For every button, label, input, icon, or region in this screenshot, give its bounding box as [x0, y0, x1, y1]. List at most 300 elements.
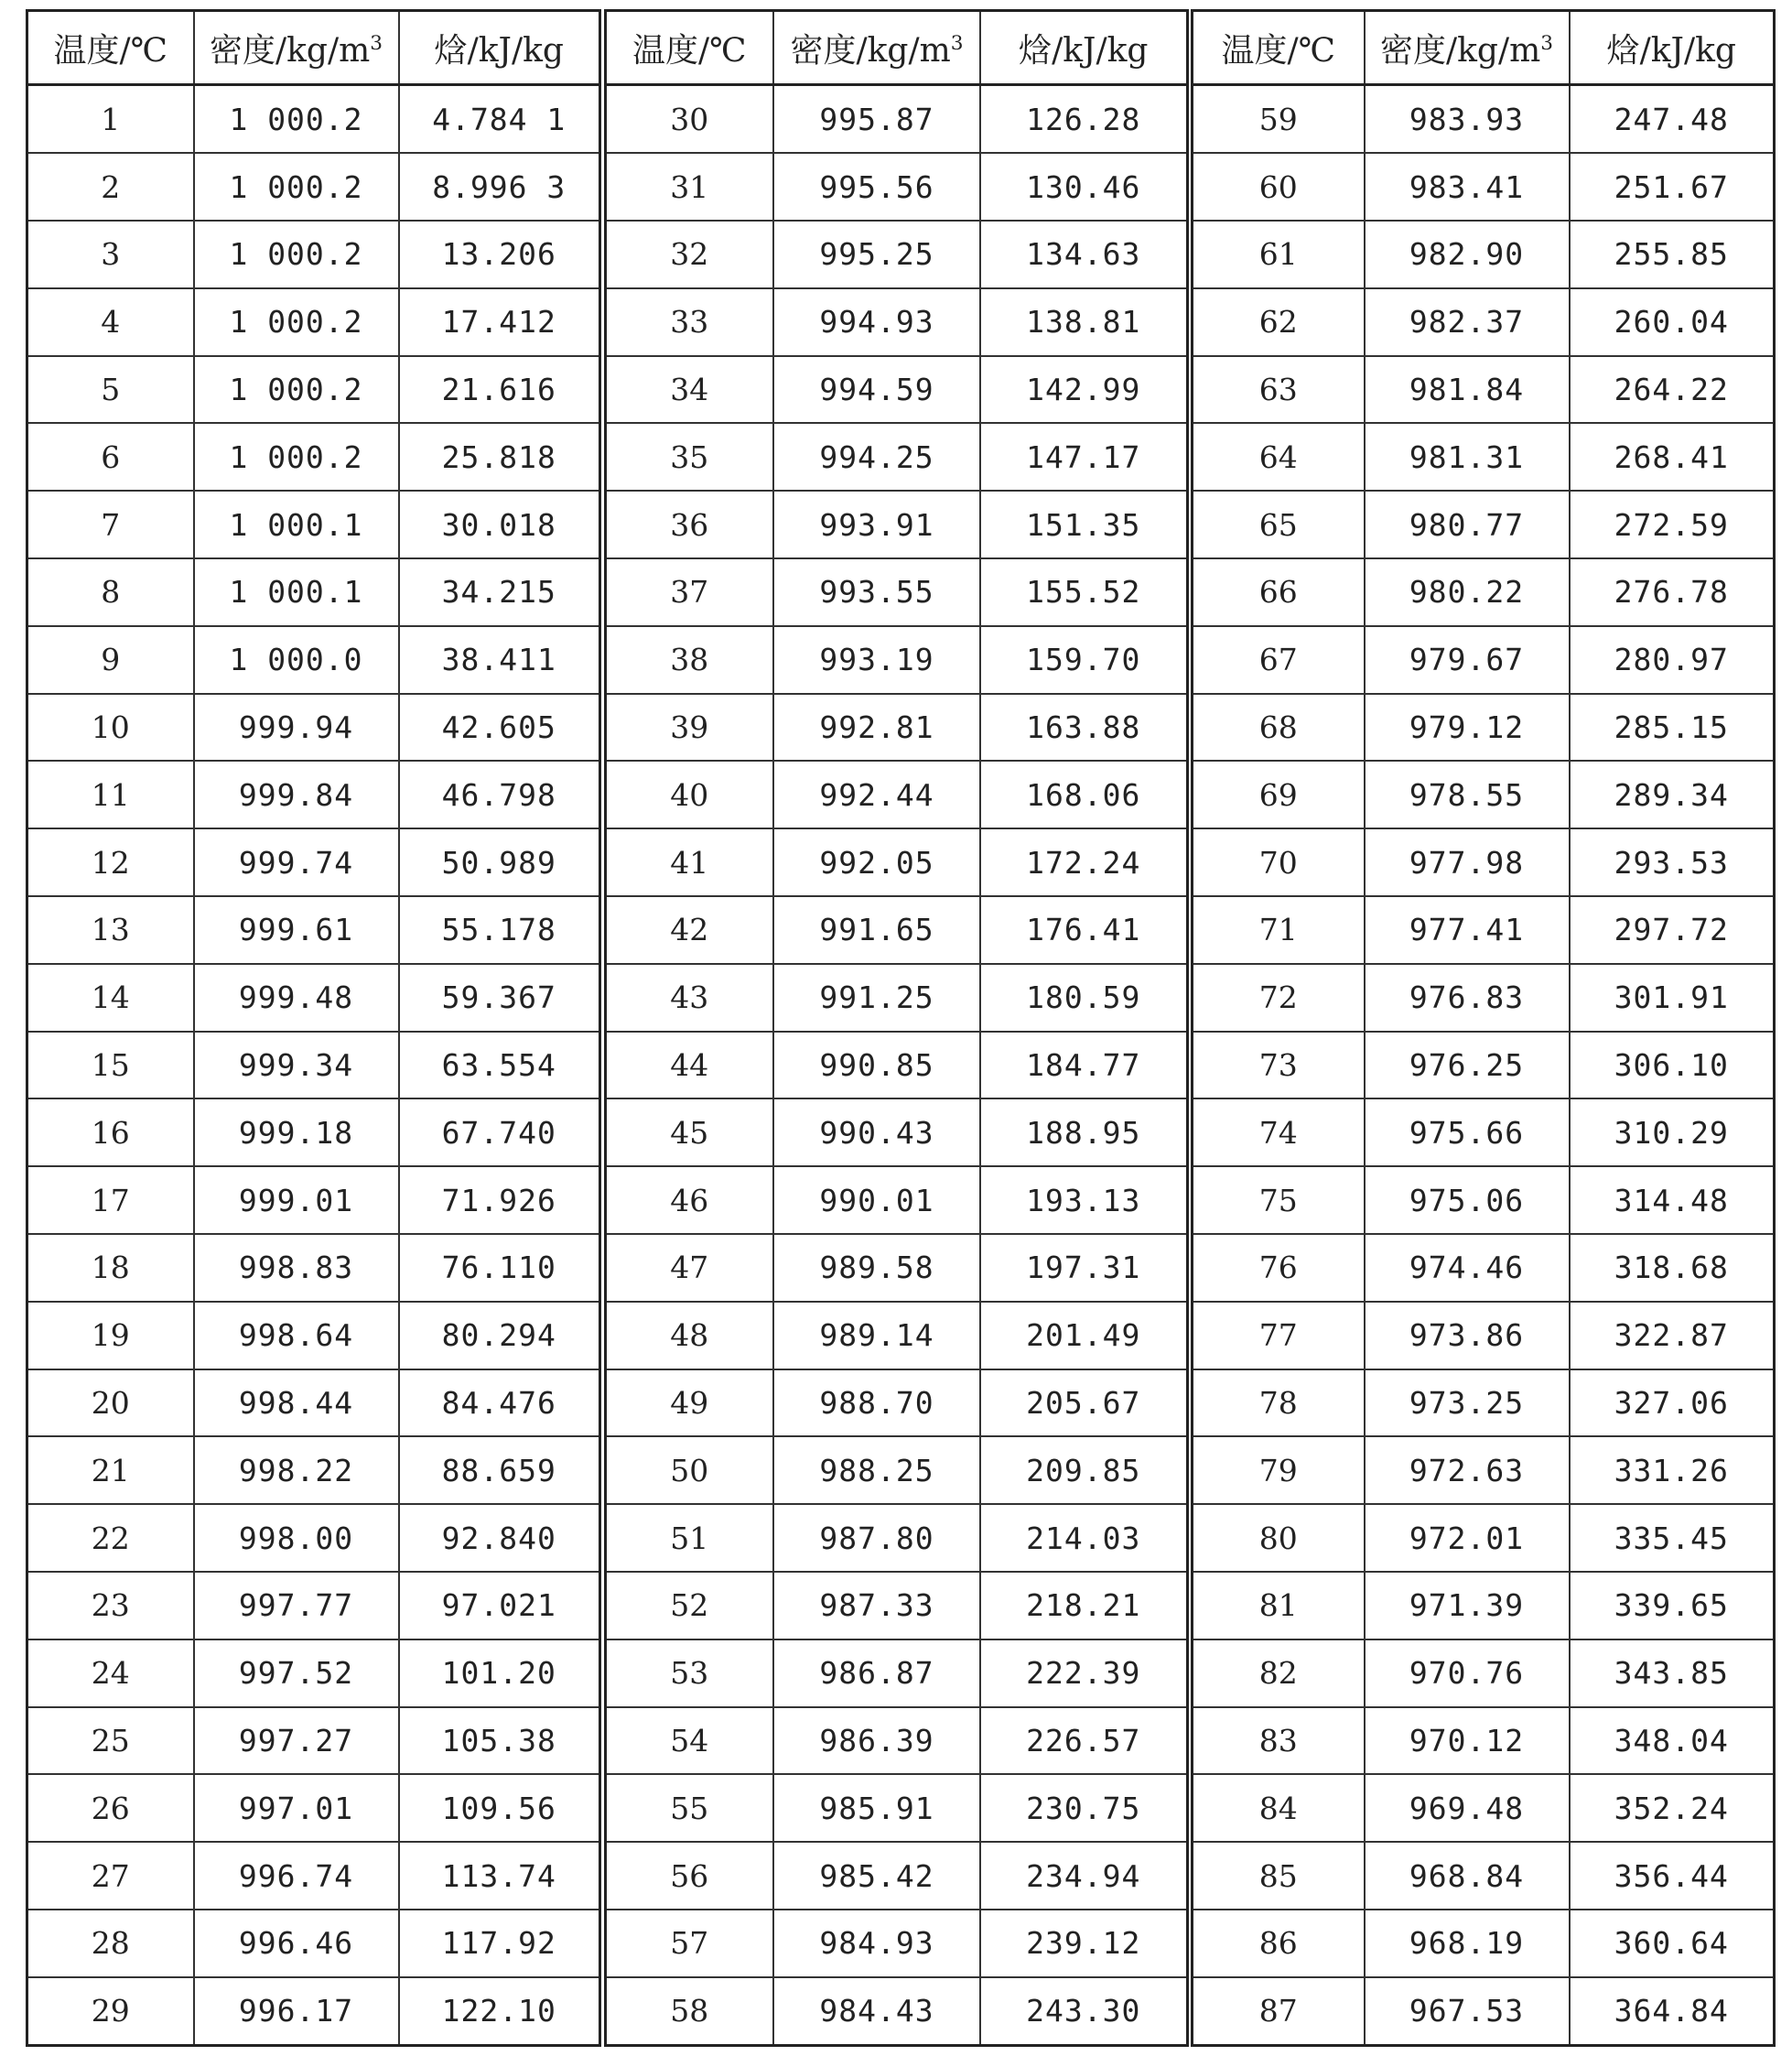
enthalpy-cell: 21.616 — [399, 356, 600, 424]
temperature-cell: 23 — [27, 1572, 194, 1639]
table-row — [605, 1302, 1187, 1369]
temperature-cell: 67 — [1193, 626, 1365, 694]
temperature-cell: 9 — [27, 626, 194, 694]
density-cell: 995.25 — [773, 221, 980, 288]
density-cell: 1 000.1 — [194, 491, 399, 558]
enthalpy-cell: 101.20 — [399, 1639, 600, 1707]
density-cell: 985.42 — [773, 1842, 980, 1910]
density-cell: 980.77 — [1365, 491, 1570, 558]
temperature-cell: 54 — [605, 1707, 773, 1775]
density-cell: 998.83 — [194, 1234, 399, 1302]
table-row — [605, 423, 1187, 491]
density-cell: 995.87 — [773, 85, 980, 154]
enthalpy-cell: 348.04 — [1570, 1707, 1775, 1775]
enthalpy-cell: 222.39 — [980, 1639, 1187, 1707]
temperature-cell: 17 — [27, 1166, 194, 1234]
density-cell: 979.12 — [1365, 694, 1570, 762]
table-row — [605, 1910, 1187, 1977]
table-row — [27, 1910, 600, 1977]
density-cell: 999.74 — [194, 828, 399, 896]
enthalpy-cell: 234.94 — [980, 1842, 1187, 1910]
temperature-cell: 1 — [27, 85, 194, 154]
density-cell: 992.44 — [773, 761, 980, 828]
table-row — [605, 491, 1187, 558]
temperature-cell: 7 — [27, 491, 194, 558]
temperature-cell: 34 — [605, 356, 773, 424]
table-row — [27, 1639, 600, 1707]
density-cell: 990.43 — [773, 1098, 980, 1166]
temperature-cell: 56 — [605, 1842, 773, 1910]
density-cell: 976.25 — [1365, 1032, 1570, 1099]
density-cell: 976.83 — [1365, 964, 1570, 1032]
temperature-cell: 75 — [1193, 1166, 1365, 1234]
enthalpy-cell: 38.411 — [399, 626, 600, 694]
density-cell: 1 000.2 — [194, 423, 399, 491]
temperature-cell: 66 — [1193, 558, 1365, 626]
temperature-cell: 68 — [1193, 694, 1365, 762]
enthalpy-cell: 184.77 — [980, 1032, 1187, 1099]
table-block-1 — [26, 9, 601, 2047]
temperature-cell: 63 — [1193, 356, 1365, 424]
header-density — [773, 11, 980, 85]
table-row — [27, 1436, 600, 1504]
enthalpy-cell: 42.605 — [399, 694, 600, 762]
table-row — [1193, 1572, 1775, 1639]
density-cell: 977.41 — [1365, 896, 1570, 964]
table-row — [1193, 85, 1775, 154]
temperature-cell: 5 — [27, 356, 194, 424]
temperature-cell: 70 — [1193, 828, 1365, 896]
density-cell: 997.77 — [194, 1572, 399, 1639]
temperature-cell: 73 — [1193, 1032, 1365, 1099]
temperature-cell: 59 — [1193, 85, 1365, 154]
density-cell: 968.84 — [1365, 1842, 1570, 1910]
temperature-cell: 69 — [1193, 761, 1365, 828]
temperature-cell: 33 — [605, 288, 773, 356]
temperature-cell: 49 — [605, 1369, 773, 1437]
density-cell: 991.25 — [773, 964, 980, 1032]
temperature-cell: 78 — [1193, 1369, 1365, 1437]
density-cell: 967.53 — [1365, 1977, 1570, 2046]
temperature-cell: 53 — [605, 1639, 773, 1707]
temperature-cell: 77 — [1193, 1302, 1365, 1369]
temperature-cell: 81 — [1193, 1572, 1365, 1639]
table-row — [27, 1504, 600, 1572]
table-row — [1193, 558, 1775, 626]
enthalpy-cell: 159.70 — [980, 626, 1187, 694]
enthalpy-cell: 180.59 — [980, 964, 1187, 1032]
density-cell: 977.98 — [1365, 828, 1570, 896]
temperature-cell: 71 — [1193, 896, 1365, 964]
enthalpy-cell: 25.818 — [399, 423, 600, 491]
temperature-cell: 47 — [605, 1234, 773, 1302]
table-row — [1193, 1032, 1775, 1099]
temperature-cell: 50 — [605, 1436, 773, 1504]
table-row — [27, 1842, 600, 1910]
water-properties-table — [26, 9, 1776, 2047]
temperature-cell: 45 — [605, 1098, 773, 1166]
table-row — [605, 1842, 1187, 1910]
header-density-label: 密度/kg/m — [209, 31, 371, 70]
table-row — [605, 1234, 1187, 1302]
density-cell: 986.87 — [773, 1639, 980, 1707]
table-row — [27, 153, 600, 221]
temperature-cell: 80 — [1193, 1504, 1365, 1572]
enthalpy-cell: 293.53 — [1570, 828, 1775, 896]
temperature-cell: 38 — [605, 626, 773, 694]
table-row — [1193, 153, 1775, 221]
temperature-cell: 8 — [27, 558, 194, 626]
header-density-exponent: 3 — [370, 31, 383, 55]
enthalpy-cell: 264.22 — [1570, 356, 1775, 424]
table-row — [27, 356, 600, 424]
density-cell: 972.63 — [1365, 1436, 1570, 1504]
table-row — [1193, 1910, 1775, 1977]
temperature-cell: 13 — [27, 896, 194, 964]
enthalpy-cell: 34.215 — [399, 558, 600, 626]
temperature-cell: 2 — [27, 153, 194, 221]
table-row — [1193, 1166, 1775, 1234]
temperature-cell: 35 — [605, 423, 773, 491]
table-row — [1193, 1436, 1775, 1504]
density-cell: 993.19 — [773, 626, 980, 694]
table-row — [605, 1436, 1187, 1504]
enthalpy-cell: 243.30 — [980, 1977, 1187, 2046]
temperature-cell: 14 — [27, 964, 194, 1032]
table-row — [605, 356, 1187, 424]
temperature-cell: 24 — [27, 1639, 194, 1707]
density-cell: 991.65 — [773, 896, 980, 964]
density-cell: 986.39 — [773, 1707, 980, 1775]
density-cell: 1 000.2 — [194, 356, 399, 424]
enthalpy-cell: 113.74 — [399, 1842, 600, 1910]
enthalpy-cell: 339.65 — [1570, 1572, 1775, 1639]
density-cell: 997.01 — [194, 1774, 399, 1842]
temperature-cell: 32 — [605, 221, 773, 288]
table-row — [605, 828, 1187, 896]
density-cell: 996.46 — [194, 1910, 399, 1977]
table-row — [27, 1234, 600, 1302]
header-enthalpy: 焓/kJ/kg — [1570, 11, 1775, 85]
enthalpy-cell: 105.38 — [399, 1707, 600, 1775]
header-density-label: 密度/kg/m — [790, 31, 951, 70]
enthalpy-cell: 289.34 — [1570, 761, 1775, 828]
table-row — [605, 288, 1187, 356]
density-cell: 971.39 — [1365, 1572, 1570, 1639]
density-cell: 992.05 — [773, 828, 980, 896]
density-cell: 1 000.1 — [194, 558, 399, 626]
density-cell: 998.44 — [194, 1369, 399, 1437]
table-row — [1193, 221, 1775, 288]
enthalpy-cell: 272.59 — [1570, 491, 1775, 558]
table-row — [27, 1302, 600, 1369]
temperature-cell: 6 — [27, 423, 194, 491]
table-row — [27, 828, 600, 896]
enthalpy-cell: 8.996 3 — [399, 153, 600, 221]
table-row — [1193, 288, 1775, 356]
header-density-label: 密度/kg/m — [1379, 31, 1541, 70]
table-row — [1193, 491, 1775, 558]
table-row — [27, 1369, 600, 1437]
enthalpy-cell: 63.554 — [399, 1032, 600, 1099]
temperature-cell: 22 — [27, 1504, 194, 1572]
density-cell: 993.91 — [773, 491, 980, 558]
enthalpy-cell: 13.206 — [399, 221, 600, 288]
enthalpy-cell: 147.17 — [980, 423, 1187, 491]
table-row — [27, 1098, 600, 1166]
table-row — [1193, 828, 1775, 896]
enthalpy-cell: 172.24 — [980, 828, 1187, 896]
enthalpy-cell: 176.41 — [980, 896, 1187, 964]
temperature-cell: 11 — [27, 761, 194, 828]
temperature-cell: 39 — [605, 694, 773, 762]
enthalpy-cell: 214.03 — [980, 1504, 1187, 1572]
enthalpy-cell: 335.45 — [1570, 1504, 1775, 1572]
temperature-cell: 36 — [605, 491, 773, 558]
enthalpy-cell: 197.31 — [980, 1234, 1187, 1302]
enthalpy-cell: 364.84 — [1570, 1977, 1775, 2046]
density-cell: 973.25 — [1365, 1369, 1570, 1437]
table-row — [27, 85, 600, 154]
temperature-cell: 29 — [27, 1977, 194, 2046]
temperature-cell: 65 — [1193, 491, 1365, 558]
table-row — [1193, 626, 1775, 694]
header-enthalpy: 焓/kJ/kg — [399, 11, 600, 85]
density-cell: 985.91 — [773, 1774, 980, 1842]
density-cell: 1 000.0 — [194, 626, 399, 694]
enthalpy-cell: 343.85 — [1570, 1639, 1775, 1707]
enthalpy-cell: 109.56 — [399, 1774, 600, 1842]
temperature-cell: 57 — [605, 1910, 773, 1977]
table-row — [605, 558, 1187, 626]
enthalpy-cell: 76.110 — [399, 1234, 600, 1302]
temperature-cell: 12 — [27, 828, 194, 896]
enthalpy-cell: 4.784 1 — [399, 85, 600, 154]
enthalpy-cell: 88.659 — [399, 1436, 600, 1504]
enthalpy-cell: 209.85 — [980, 1436, 1187, 1504]
enthalpy-cell: 193.13 — [980, 1166, 1187, 1234]
temperature-cell: 83 — [1193, 1707, 1365, 1775]
density-cell: 982.90 — [1365, 221, 1570, 288]
density-cell: 997.52 — [194, 1639, 399, 1707]
table-row — [605, 1032, 1187, 1099]
enthalpy-cell: 306.10 — [1570, 1032, 1775, 1099]
table-row — [1193, 1977, 1775, 2046]
table-row — [1193, 694, 1775, 762]
enthalpy-cell: 138.81 — [980, 288, 1187, 356]
enthalpy-cell: 260.04 — [1570, 288, 1775, 356]
temperature-cell: 3 — [27, 221, 194, 288]
table-row — [605, 1166, 1187, 1234]
enthalpy-cell: 30.018 — [399, 491, 600, 558]
temperature-cell: 15 — [27, 1032, 194, 1099]
density-cell: 1 000.2 — [194, 153, 399, 221]
temperature-cell: 74 — [1193, 1098, 1365, 1166]
enthalpy-cell: 142.99 — [980, 356, 1187, 424]
density-cell: 984.93 — [773, 1910, 980, 1977]
temperature-cell: 48 — [605, 1302, 773, 1369]
temperature-cell: 62 — [1193, 288, 1365, 356]
enthalpy-cell: 59.367 — [399, 964, 600, 1032]
density-cell: 994.93 — [773, 288, 980, 356]
temperature-cell: 27 — [27, 1842, 194, 1910]
table-row — [1193, 1707, 1775, 1775]
density-cell: 1 000.2 — [194, 85, 399, 154]
table-row — [27, 288, 600, 356]
enthalpy-cell: 55.178 — [399, 896, 600, 964]
header-temperature: 温度/℃ — [605, 11, 773, 85]
table-row — [605, 85, 1187, 154]
enthalpy-cell: 356.44 — [1570, 1842, 1775, 1910]
temperature-cell: 30 — [605, 85, 773, 154]
enthalpy-cell: 230.75 — [980, 1774, 1187, 1842]
density-cell: 973.86 — [1365, 1302, 1570, 1369]
table-row — [1193, 1234, 1775, 1302]
density-cell: 999.84 — [194, 761, 399, 828]
enthalpy-cell: 327.06 — [1570, 1369, 1775, 1437]
density-cell: 999.34 — [194, 1032, 399, 1099]
enthalpy-cell: 117.92 — [399, 1910, 600, 1977]
temperature-cell: 43 — [605, 964, 773, 1032]
density-cell: 980.22 — [1365, 558, 1570, 626]
temperature-cell: 46 — [605, 1166, 773, 1234]
density-cell: 987.80 — [773, 1504, 980, 1572]
header-temperature: 温度/℃ — [1193, 11, 1365, 85]
table-row — [27, 694, 600, 762]
temperature-cell: 76 — [1193, 1234, 1365, 1302]
header-row — [27, 11, 600, 85]
enthalpy-cell: 285.15 — [1570, 694, 1775, 762]
density-cell: 972.01 — [1365, 1504, 1570, 1572]
density-cell: 994.25 — [773, 423, 980, 491]
table-row — [27, 1707, 600, 1775]
temperature-cell: 31 — [605, 153, 773, 221]
density-cell: 996.74 — [194, 1842, 399, 1910]
temperature-cell: 60 — [1193, 153, 1365, 221]
table-row — [1193, 1302, 1775, 1369]
temperature-cell: 64 — [1193, 423, 1365, 491]
temperature-cell: 87 — [1193, 1977, 1365, 2046]
density-cell: 996.17 — [194, 1977, 399, 2046]
enthalpy-cell: 151.35 — [980, 491, 1187, 558]
enthalpy-cell: 314.48 — [1570, 1166, 1775, 1234]
table-row — [1193, 964, 1775, 1032]
enthalpy-cell: 84.476 — [399, 1369, 600, 1437]
table-row — [27, 558, 600, 626]
temperature-cell: 51 — [605, 1504, 773, 1572]
enthalpy-cell: 130.46 — [980, 153, 1187, 221]
density-cell: 990.01 — [773, 1166, 980, 1234]
table-row — [605, 1369, 1187, 1437]
enthalpy-cell: 255.85 — [1570, 221, 1775, 288]
header-density — [194, 11, 399, 85]
density-cell: 988.25 — [773, 1436, 980, 1504]
table-row — [1193, 1504, 1775, 1572]
table-row — [1193, 1098, 1775, 1166]
header-enthalpy: 焓/kJ/kg — [980, 11, 1187, 85]
table-row — [605, 896, 1187, 964]
enthalpy-cell: 352.24 — [1570, 1774, 1775, 1842]
table-row — [27, 221, 600, 288]
table-row — [605, 761, 1187, 828]
temperature-cell: 21 — [27, 1436, 194, 1504]
density-cell: 968.19 — [1365, 1910, 1570, 1977]
table-row — [605, 694, 1187, 762]
enthalpy-cell: 239.12 — [980, 1910, 1187, 1977]
temperature-cell: 26 — [27, 1774, 194, 1842]
table-block-3 — [1191, 9, 1776, 2047]
density-cell: 974.46 — [1365, 1234, 1570, 1302]
table-row — [27, 896, 600, 964]
enthalpy-cell: 80.294 — [399, 1302, 600, 1369]
table-row — [605, 626, 1187, 694]
table-row — [605, 153, 1187, 221]
density-cell: 999.61 — [194, 896, 399, 964]
temperature-cell: 44 — [605, 1032, 773, 1099]
enthalpy-cell: 71.926 — [399, 1166, 600, 1234]
temperature-cell: 19 — [27, 1302, 194, 1369]
density-cell: 992.81 — [773, 694, 980, 762]
density-cell: 999.94 — [194, 694, 399, 762]
density-cell: 987.33 — [773, 1572, 980, 1639]
enthalpy-cell: 247.48 — [1570, 85, 1775, 154]
enthalpy-cell: 163.88 — [980, 694, 1187, 762]
temperature-cell: 4 — [27, 288, 194, 356]
density-cell: 999.01 — [194, 1166, 399, 1234]
density-cell: 997.27 — [194, 1707, 399, 1775]
density-cell: 970.12 — [1365, 1707, 1570, 1775]
table-row — [27, 1774, 600, 1842]
temperature-cell: 40 — [605, 761, 773, 828]
table-row — [605, 1572, 1187, 1639]
enthalpy-cell: 310.29 — [1570, 1098, 1775, 1166]
density-cell: 998.22 — [194, 1436, 399, 1504]
enthalpy-cell: 92.840 — [399, 1504, 600, 1572]
enthalpy-cell: 268.41 — [1570, 423, 1775, 491]
temperature-cell: 10 — [27, 694, 194, 762]
temperature-cell: 25 — [27, 1707, 194, 1775]
density-cell: 983.93 — [1365, 85, 1570, 154]
enthalpy-cell: 205.67 — [980, 1369, 1187, 1437]
temperature-cell: 82 — [1193, 1639, 1365, 1707]
table-row — [27, 761, 600, 828]
enthalpy-cell: 301.91 — [1570, 964, 1775, 1032]
density-cell: 990.85 — [773, 1032, 980, 1099]
density-cell: 981.31 — [1365, 423, 1570, 491]
table-row — [27, 423, 600, 491]
temperature-cell: 72 — [1193, 964, 1365, 1032]
enthalpy-cell: 322.87 — [1570, 1302, 1775, 1369]
temperature-cell: 55 — [605, 1774, 773, 1842]
enthalpy-cell: 331.26 — [1570, 1436, 1775, 1504]
enthalpy-cell: 168.06 — [980, 761, 1187, 828]
enthalpy-cell: 17.412 — [399, 288, 600, 356]
temperature-cell: 84 — [1193, 1774, 1365, 1842]
temperature-cell: 58 — [605, 1977, 773, 2046]
density-cell: 1 000.2 — [194, 288, 399, 356]
enthalpy-cell: 276.78 — [1570, 558, 1775, 626]
temperature-cell: 41 — [605, 828, 773, 896]
enthalpy-cell: 188.95 — [980, 1098, 1187, 1166]
enthalpy-cell: 67.740 — [399, 1098, 600, 1166]
density-cell: 999.18 — [194, 1098, 399, 1166]
density-cell: 999.48 — [194, 964, 399, 1032]
table-row — [1193, 423, 1775, 491]
temperature-cell: 20 — [27, 1369, 194, 1437]
table-row — [605, 221, 1187, 288]
temperature-cell: 16 — [27, 1098, 194, 1166]
density-cell: 969.48 — [1365, 1774, 1570, 1842]
